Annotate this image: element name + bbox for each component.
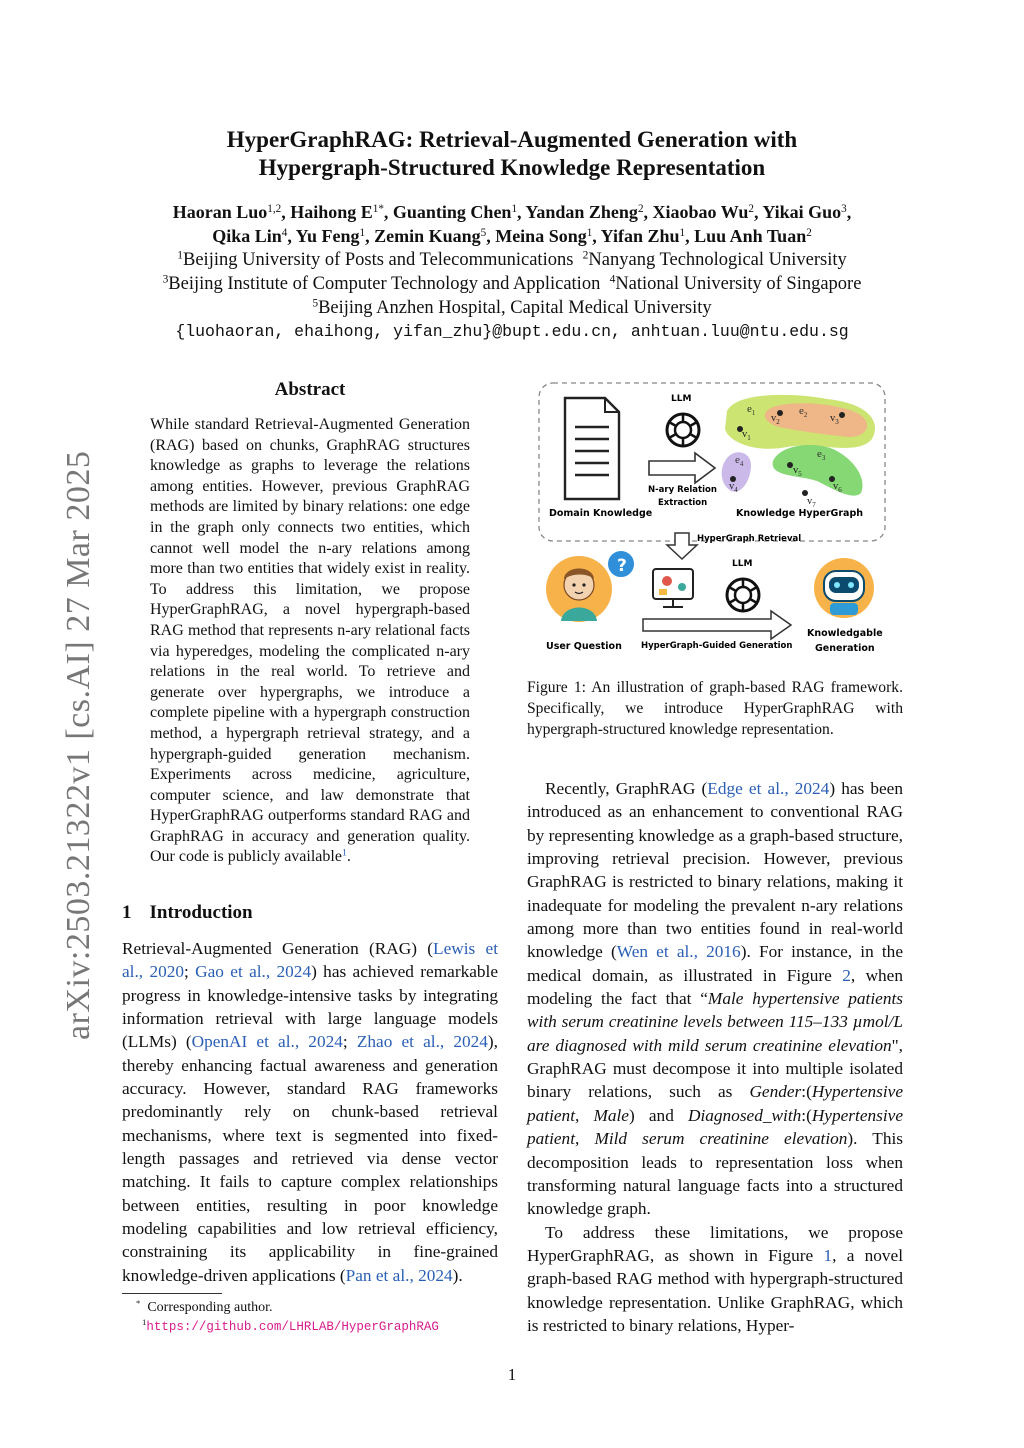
author-list [60,200,964,248]
figure-1-illustration [537,381,887,661]
author-affiliation: 1,2 [267,202,282,215]
text: ; [342,1032,357,1052]
citation-link[interactable]: OpenAI et al., 2024 [191,1032,343,1052]
label-knowledgable-line-2: Generation [815,643,875,654]
relation-entity: Male [593,1105,629,1125]
figure-1-caption: Figure 1: An illustration of graph-based RAG framework. Specifically, we introduce HyperGraphRAG with hypergraph-structured knowledge representation. [527,679,903,738]
author-name: Haihong E [290,202,373,222]
section-heading-introduction [122,902,253,924]
footnote-mark: 1 [142,1317,147,1328]
citation-link[interactable]: Edge et al., 2024 [707,779,830,798]
relation-entity: Hypertensive patient [527,1105,903,1149]
author-name: Yandan Zheng [525,202,638,222]
node-label-v1: $v_1$ [742,429,751,442]
affiliation-name: Beijing University of Posts and Telecommunications [183,250,574,270]
footnotes [122,1298,498,1337]
label-nary-line-2: Extraction [658,498,708,508]
text: Recently, GraphRAG ( [545,779,708,798]
affiliation-name: National University of Singapore [615,274,862,294]
arxiv-identifier[interactable]: arXiv:2503.21322v1 [cs.AI] 27 Mar 2025 [60,450,97,1040]
separator: , [281,202,291,222]
citation-link[interactable]: Lewis et al., 2020 [122,939,498,982]
title-line-1: HyperGraphRAG: Retrieval-Augmented Generation with [226,127,798,152]
author-name: Yifan Zhu [600,226,680,246]
author-name: Guanting Chen [392,202,512,222]
node-label-v6: $v_6$ [833,481,842,494]
hyperedge-label-e3: $e_3$ [817,448,826,462]
separator: , [365,226,375,246]
text: ). [452,1265,463,1285]
relation-predicate: Diagnosed_with [687,1105,802,1125]
label-llm-top: LLM [671,394,692,404]
generation-arrow-icon [643,611,791,639]
affiliation-line-1 [60,248,964,272]
separator: , [753,202,763,222]
abstract-body-text: While standard Retrieval-Augmented Generation (RAG) based on chunks, GraphRAG structures knowledge as graphs to leverage the relations among entities. However, previous GraphRAG methods are limited by binary relations: one edge in the graph only connects two entities, which cannot well model the n-ary relations among more than two entities that widely exist in reality. To address this limitation, we propose HyperGraphRAG, a novel hypergraph-based RAG method that represents n-ary relational facts via hyperedges, modeling the complicated n-ary relations in the real world. To retrieve and generate over hypergraphs, we introduce a complete pipeline with a hypergraph construction method, a hypergraph retrieval strategy, and a hypergraph-guided generation mechanism. Experiments across medicine, agriculture, computer science, and law demonstrate that HyperGraphRAG outperforms standard RAG and GraphRAG in accuracy and generation quality. Our code is publicly available [150,416,470,866]
text: ; [184,962,196,982]
text: ", GraphRAG must decompose it into multiple isolated binary relations, such as [527,1035,903,1102]
affiliation-number: 2 [582,249,589,262]
text: , [575,1129,595,1149]
separator: , [643,202,653,222]
code-url-link[interactable]: https://github.com/LHRLAB/HyperGraphRAG [146,1320,439,1334]
monitor-retrieval-icon [653,569,693,607]
author-line-1 [60,200,964,224]
relation-entity: Hypertensive patient [527,1082,903,1125]
section-title: Introduction [149,902,253,923]
text: :( [801,1105,812,1125]
separator: , [685,226,695,246]
affiliation-name: Beijing Anzhen Hospital, Capital Medical University [318,298,712,318]
footnote-ref[interactable]: 1 [341,848,347,860]
text: To address these limitations, we propose HyperGraphRAG, as shown in Figure [527,1222,903,1265]
figure-ref-link[interactable]: 2 [842,965,851,985]
page-number: 1 [507,1365,517,1384]
author-name: Haoran Luo [172,202,268,222]
citation-link[interactable]: Gao et al., 2024 [195,962,312,982]
author-name: Xiaobao Wu [652,202,749,222]
author-affiliation: 4 [281,226,288,239]
node-label-v7: $v_7$ [807,496,816,509]
intro-paragraph-3 [527,1221,903,1338]
separator: , [486,226,496,246]
label-hypergraph-retrieval: HyperGraph Retrieval [697,534,802,544]
author-affiliation: 1* [372,202,384,215]
author-affiliation: 2 [748,202,754,215]
author-affiliation: 3 [841,202,847,215]
author-name: Yikai Guo [762,202,842,222]
relation-predicate: Gender [749,1082,802,1102]
affiliation-line-2 [60,272,964,296]
document-icon [565,398,619,499]
author-name: Qika Lin [212,226,282,246]
author-affiliation: 2 [637,202,644,215]
hyperedge-label-e2: $e_2$ [799,405,808,419]
paper-title [0,126,1024,182]
author-name: Luu Anh Tuan [694,226,807,246]
hyperedge-label-e4: $e_4$ [735,454,744,468]
separator: , [383,202,393,222]
robot-icon [814,558,874,618]
title-line-2: Hypergraph-Structured Knowledge Representation [258,155,766,180]
quoted-fact: Male hypertensive patients with serum creatinine levels between 115–133 µmol/L are diagnosed with mild serum creatinine elevation [527,989,903,1055]
footnote-divider [122,1293,222,1294]
affiliation-number: 4 [609,273,616,286]
author-affiliation: 5 [480,226,487,239]
abstract-text [150,415,470,868]
hyperedge-label-e1: $e_1$ [747,403,756,417]
author-affiliation: 1 [511,202,518,215]
node-label-v3: $v_3$ [830,413,839,426]
affiliation-number: 5 [312,297,319,310]
section-number: 1 [122,902,132,923]
label-domain-knowledge: Domain Knowledge [549,508,653,519]
question-mark-icon: ? [617,556,627,576]
affiliations [60,248,964,344]
footnote-corresponding [122,1298,498,1317]
text: , when modeling the fact that “ [527,965,903,1009]
affiliation-number: 3 [162,273,169,286]
separator: , [846,202,852,222]
text: ) and [628,1105,688,1125]
label-knowledgable-line-1: Knowledgable [807,628,883,639]
relation-entity: Mild serum creatinine elevation [594,1129,848,1149]
extraction-arrow-icon [649,453,715,483]
text: ). This decomposition leads to representation loss when transforming natural language facts into a structured knowledge graph. [527,1129,903,1219]
node-label-v4: $v_4$ [729,481,738,494]
node-label-v5: $v_5$ [793,465,802,478]
label-nary-line-1: N-ary Relation [648,485,717,495]
llm-logo-icon-bottom [727,579,759,611]
abstract-end: . [346,848,351,866]
footnote-mark: * [136,1298,141,1309]
author-affiliation: 1 [679,226,686,239]
text: ), thereby enhancing factual awareness and generation accuracy. However, standard RAG frameworks predominantly rely on chunk-based retrieval mechanisms, where text is segmented into fixed-length passages and retrieved via dense vector matching. It fails to capture complex relationships between entities, resulting in poor knowledge modeling capabilities and low retrieval efficiency, constraining its applicability in fine-grained knowledge-driven applications ( [122,1032,498,1285]
author-name: Meina Song [495,226,587,246]
text: Retrieval-Augmented Generation (RAG) ( [122,939,434,958]
text: , a novel graph-based RAG method with hypergraph-structured knowledge representation. Unlike GraphRAG, which is restricted to binary relations, Hyper- [527,1245,903,1335]
intro-paragraph-1 [122,937,498,1287]
citation-link[interactable]: Pan et al., 2024 [345,1265,453,1285]
text: ) has achieved remarkable progress in knowledge-intensive tasks by integrating information retrieval with large language models (LLMs) ( [122,962,498,1052]
text: , [575,1105,594,1125]
node-v3 [839,412,845,418]
llm-logo-icon [667,414,699,446]
affiliation-number: 1 [177,249,183,262]
separator: , [592,226,601,246]
label-guided-generation: HyperGraph-Guided Generation [641,641,793,651]
retrieval-arrow-icon [667,533,697,559]
text: :( [801,1082,812,1102]
figure-ref-link[interactable]: 1 [823,1245,833,1265]
affiliation-name: Nanyang Technological University [588,250,847,270]
author-name: Yu Feng [295,226,360,246]
label-knowledge-hypergraph: Knowledge HyperGraph [736,508,864,519]
author-affiliation: 2 [806,226,812,239]
node-label-v2: $v_2$ [771,413,780,426]
intro-right-column [527,777,903,1337]
intro-paragraph-2 [527,777,903,1221]
separator: , [287,226,296,246]
text: ) has been introduced as an enhancement to conventional RAG by representing knowledge as a graph-based structure, improving retrieval precision. However, previous GraphRAG is restricted to binary relations, making it inadequate for modeling the prevalent n-ary relations among more than two entities found in real-world knowledge ( [527,779,903,962]
citation-link[interactable]: Wen et al., 2016 [616,942,741,962]
footnote-code [122,1317,498,1337]
separator: , [517,202,526,222]
label-user-question: User Question [546,641,622,652]
citation-link[interactable]: Zhao et al., 2024 [356,1032,488,1052]
affiliation-line-3 [60,296,964,320]
affiliation-name: Beijing Institute of Computer Technology and Application [168,274,601,294]
abstract-heading: Abstract [274,379,346,400]
author-affiliation: 1 [359,226,366,239]
author-name: Zemin Kuang [374,226,481,246]
footnote-text: Corresponding author. [147,1300,273,1315]
author-line-2 [60,224,964,248]
node-v2 [777,410,783,416]
label-llm-bottom: LLM [732,559,753,569]
author-emails[interactable]: {luohaoran, ehaihong, yifan_zhu}@bupt.edu.cn, anhtuan.luu@ntu.edu.sg [175,322,849,341]
text: ). For instance, in the medical domain, as illustrated in Figure [527,942,903,985]
author-affiliation: 1 [586,226,593,239]
